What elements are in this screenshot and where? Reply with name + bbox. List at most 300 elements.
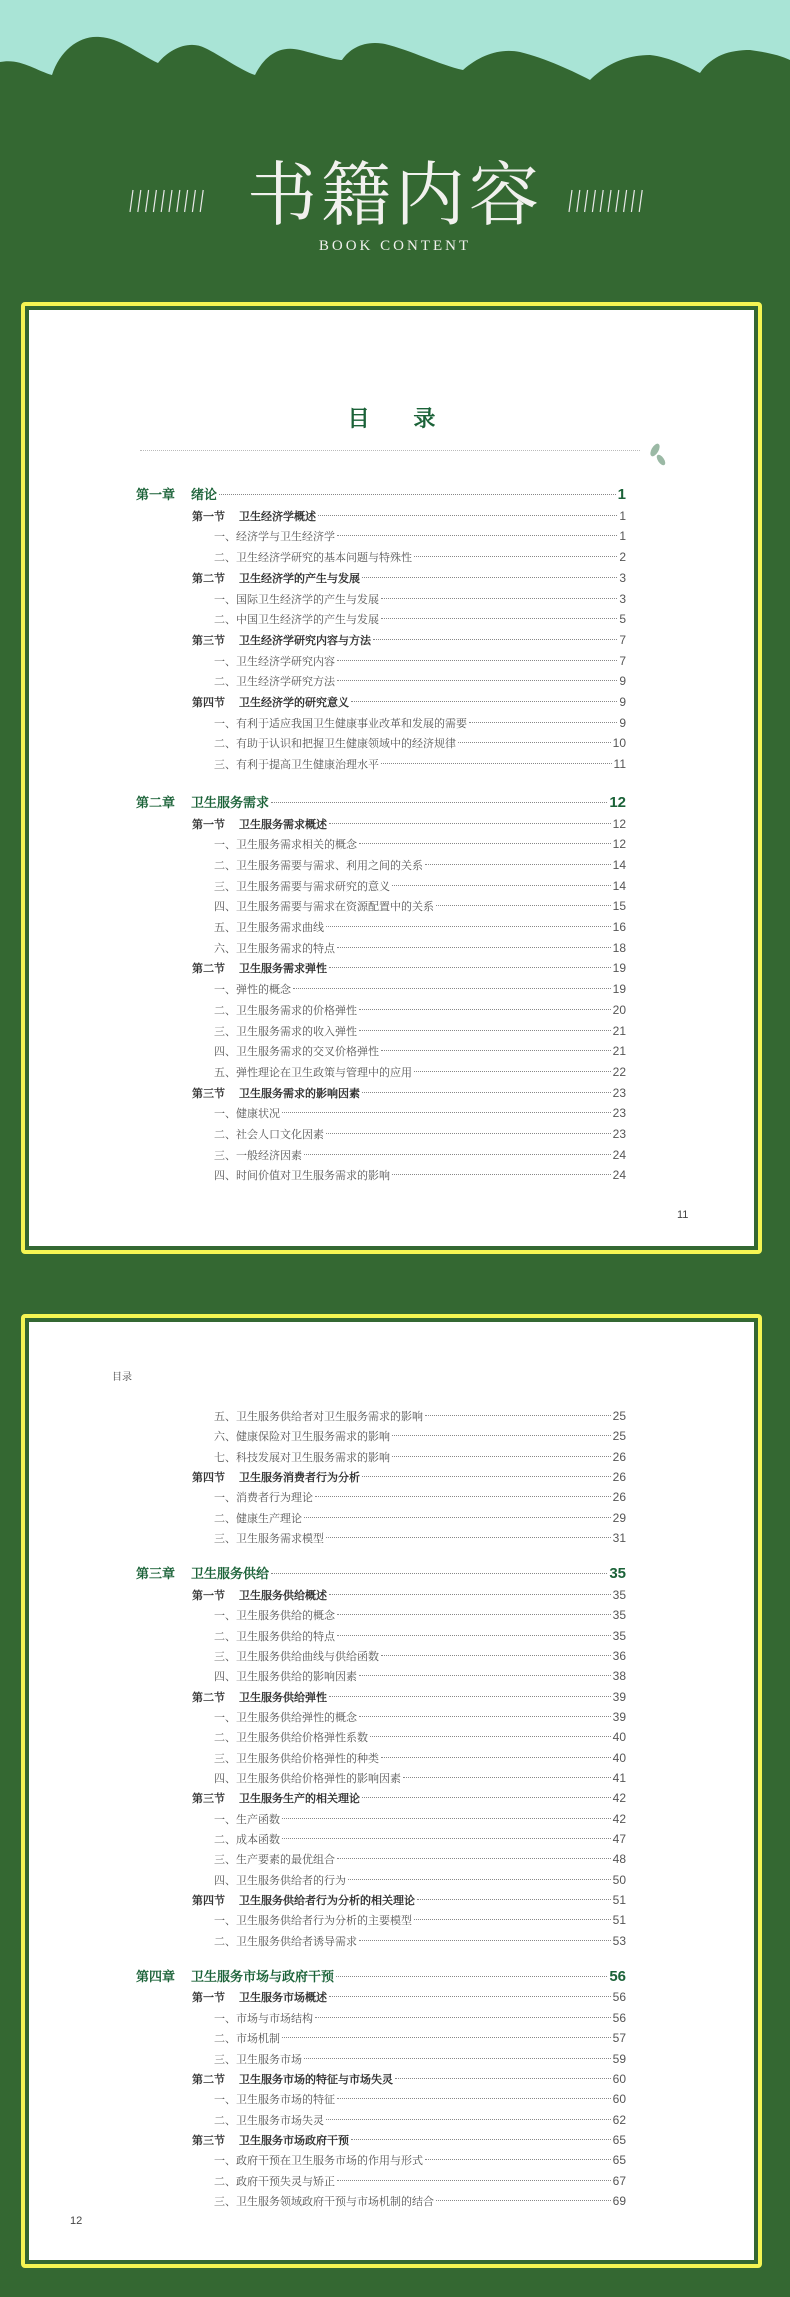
toc-heading: 目 录: [347, 407, 454, 432]
section-page: 35: [612, 1587, 626, 1602]
item-page: 35: [612, 1628, 626, 1643]
item-page: 65: [612, 2153, 626, 2168]
toc-item-row[interactable]: [214, 1528, 626, 1548]
dot-leader: [373, 639, 617, 640]
hatch-decoration-left: [126, 188, 210, 224]
dot-leader: [425, 2159, 611, 2160]
section-page: 65: [612, 2132, 626, 2147]
hatch-stroke: [608, 190, 611, 212]
section-title: 卫生服务供给者行为分析的相关理论: [239, 1894, 415, 1908]
section-page: 12: [612, 816, 626, 831]
item-page: 22: [612, 1064, 626, 1079]
toc-item-row[interactable]: [214, 1041, 626, 1061]
dot-leader: [337, 2180, 611, 2181]
item-page: 3: [619, 591, 626, 606]
dot-leader: [436, 905, 611, 906]
toc-item-row[interactable]: [214, 547, 626, 567]
section-page: 26: [612, 1470, 626, 1485]
item-page: 15: [612, 899, 626, 914]
item-page: 24: [612, 1168, 626, 1183]
toc-item-row[interactable]: [214, 733, 626, 753]
dot-leader: [392, 1174, 611, 1175]
hatch-stroke: [169, 190, 172, 212]
dot-leader: [326, 1133, 611, 1134]
item-title: 三、卫生服务需要与需求研究的意义: [214, 879, 390, 893]
toc-item-row[interactable]: [214, 917, 626, 937]
dot-leader: [337, 660, 617, 661]
chapter-label: 第四章: [136, 1970, 176, 1986]
running-head: 目录: [112, 1372, 132, 1383]
toc-section-row[interactable]: [192, 568, 626, 588]
section-title: 卫生经济学研究内容与方法: [239, 633, 371, 647]
toc-item-row[interactable]: [214, 1605, 626, 1625]
toc-section-row[interactable]: [192, 2130, 626, 2150]
toc-item-row[interactable]: [214, 2150, 626, 2170]
section-label: 第二节: [192, 1690, 225, 1704]
item-title: 一、国际卫生经济学的产生与发展: [214, 592, 379, 606]
dot-leader: [326, 1537, 611, 1538]
dot-leader: [304, 2058, 611, 2059]
item-title: 五、弹性理论在卫生政策与管理中的应用: [214, 1065, 412, 1079]
toc-item-row[interactable]: [214, 1021, 626, 1041]
toc-item-row[interactable]: [214, 1809, 626, 1829]
dot-leader: [351, 701, 617, 702]
dot-leader: [282, 1818, 611, 1819]
toc-item-row[interactable]: [214, 896, 626, 916]
section-title: 卫生服务供给概述: [239, 1588, 327, 1602]
dot-leader: [336, 1976, 607, 1977]
toc-item-row[interactable]: [214, 1707, 626, 1727]
item-title: 二、成本函数: [214, 1833, 280, 1846]
section-page: 7: [619, 632, 626, 647]
dot-leader: [414, 1071, 611, 1072]
toc-item-row[interactable]: [214, 1849, 626, 1869]
dot-leader: [219, 494, 616, 495]
dot-leader: [370, 1736, 611, 1737]
toc-section-row[interactable]: [192, 692, 626, 712]
item-page: 7: [619, 653, 626, 668]
toc-section-row[interactable]: [192, 814, 626, 834]
item-title: 三、卫生服务领域政府干预与市场机制的结合: [214, 2194, 434, 2208]
toc-section-row[interactable]: [192, 958, 626, 978]
item-page: 29: [612, 1510, 626, 1525]
item-page: 67: [612, 2173, 626, 2188]
item-page: 1: [619, 529, 626, 544]
item-title: 二、卫生服务供给者诱导需求: [214, 1934, 357, 1948]
item-page: 69: [612, 2193, 626, 2208]
item-page: 38: [612, 1669, 626, 1684]
dot-leader: [315, 1496, 611, 1497]
item-title: 二、卫生经济学研究的基本问题与特殊性: [214, 551, 412, 565]
item-title: 一、卫生经济学研究内容: [214, 654, 335, 668]
dot-leader: [329, 967, 611, 968]
toc-section-row[interactable]: [192, 1083, 626, 1103]
toc-item-row[interactable]: [214, 2008, 626, 2028]
toc-section-row[interactable]: [192, 1788, 626, 1808]
item-page: 14: [612, 878, 626, 893]
section-label: 第四节: [192, 696, 225, 709]
hatch-stroke: [585, 190, 588, 212]
toc-section-row[interactable]: [192, 1585, 626, 1605]
item-page: 5: [619, 612, 626, 627]
item-page: 18: [612, 940, 626, 955]
toc-item-row[interactable]: [214, 1646, 626, 1666]
dot-leader: [351, 2139, 611, 2140]
page-title: 书籍内容: [247, 154, 543, 236]
section-page: 23: [612, 1085, 626, 1100]
section-title: 卫生服务市场政府干预: [239, 2133, 349, 2147]
item-page: 50: [612, 1872, 626, 1887]
item-page: 51: [612, 1913, 626, 1928]
chapter-label: 第三章: [136, 1567, 176, 1583]
section-title: 卫生服务需求弹性: [239, 962, 327, 976]
hatch-stroke: [631, 190, 634, 212]
toc-item-row[interactable]: [214, 1165, 626, 1185]
section-title: 卫生经济学的产生与发展: [239, 571, 360, 585]
toc-item-row[interactable]: [214, 1426, 626, 1446]
dot-leader: [337, 1614, 611, 1615]
chapter-title: 绪论: [191, 488, 218, 503]
item-page: 12: [612, 837, 626, 852]
hatch-stroke: [146, 190, 149, 212]
dot-leader: [392, 1456, 611, 1457]
hatch-stroke: [624, 190, 627, 212]
section-page: 56: [612, 1990, 626, 2005]
dot-leader: [414, 1919, 611, 1920]
dot-leader: [329, 1996, 611, 1997]
item-page: 36: [612, 1648, 626, 1663]
chapter-title: 卫生服务供给: [191, 1567, 270, 1583]
section-label: 第三节: [192, 1086, 225, 1100]
section-label: 第一节: [192, 1991, 225, 2005]
section-title: 卫生服务市场概述: [239, 1991, 327, 2005]
toc-item-row[interactable]: [214, 1145, 626, 1165]
section-title: 卫生经济学的研究意义: [239, 696, 349, 709]
dot-leader: [282, 1838, 611, 1839]
dot-leader: [337, 947, 611, 948]
item-title: 三、一般经济因素: [214, 1148, 302, 1162]
dot-leader: [414, 556, 617, 557]
section-label: 第二节: [192, 571, 225, 585]
item-page: 26: [612, 1490, 626, 1505]
item-title: 三、卫生服务需求模型: [214, 1532, 324, 1546]
toc-item-row[interactable]: [214, 526, 626, 546]
page-number: 12: [70, 2215, 83, 2227]
section-page: 1: [619, 508, 626, 523]
item-title: 一、健康状况: [214, 1107, 280, 1121]
section-title: 卫生经济学概述: [239, 509, 316, 523]
item-title: 二、市场机制: [214, 2032, 280, 2046]
item-title: 五、卫生服务需求曲线: [214, 921, 324, 934]
item-page: 16: [612, 920, 626, 934]
section-page: 60: [612, 2071, 626, 2086]
dot-leader: [362, 1797, 611, 1798]
toc-page-1: [21, 302, 762, 1254]
hatch-stroke: [639, 190, 642, 212]
item-page: 23: [612, 1127, 626, 1141]
section-page: 39: [612, 1689, 626, 1704]
item-title: 一、卫生服务需求相关的概念: [214, 838, 357, 852]
toc-item-row[interactable]: [214, 938, 626, 958]
toc-section-row[interactable]: [192, 630, 626, 650]
dot-leader: [403, 1777, 611, 1778]
dot-leader: [381, 1050, 611, 1051]
item-page: 62: [612, 2112, 626, 2127]
dot-leader: [359, 1940, 611, 1941]
toc-item-row[interactable]: [214, 2028, 626, 2048]
section-title: 卫生服务需求概述: [239, 817, 327, 831]
hatch-stroke: [569, 190, 572, 212]
toc-item-row[interactable]: [214, 1829, 626, 1849]
dot-leader: [362, 1092, 611, 1093]
item-title: 一、有利于适应我国卫生健康事业改革和发展的需要: [214, 716, 467, 730]
hatch-stroke: [192, 190, 195, 212]
toc-item-row[interactable]: [214, 1626, 626, 1646]
item-page: 2: [619, 550, 626, 565]
dot-leader: [392, 1435, 611, 1436]
dot-leader: [282, 2037, 611, 2038]
item-title: 三、卫生服务需求的收入弹性: [214, 1024, 357, 1038]
toc-item-row[interactable]: [214, 1062, 626, 1082]
item-title: 二、卫生服务需要与需求、利用之间的关系: [214, 858, 423, 872]
dot-leader: [359, 1675, 611, 1676]
item-title: 一、卫生服务市场的特征: [214, 2093, 335, 2107]
item-page: 40: [612, 1750, 626, 1765]
item-page: 56: [612, 2010, 626, 2025]
section-title: 卫生服务生产的相关理论: [239, 1792, 360, 1806]
toc-item-row[interactable]: [214, 713, 626, 733]
toc-item-row[interactable]: [214, 2110, 626, 2130]
toc-item-row[interactable]: [214, 2191, 626, 2211]
page-subtitle: BOOK CONTENT: [318, 238, 472, 254]
item-page: 9: [619, 715, 626, 730]
toc-section-row[interactable]: [192, 506, 626, 526]
toc-section-row[interactable]: [192, 2069, 626, 2089]
chapter-label: 第一章: [136, 488, 176, 503]
item-page: 57: [612, 2031, 626, 2046]
item-page: 41: [612, 1770, 626, 1785]
item-title: 二、卫生服务供给的特点: [214, 1629, 335, 1643]
toc-item-row[interactable]: [214, 834, 626, 854]
toc-item-row[interactable]: [214, 2089, 626, 2109]
toc-section-row[interactable]: [192, 1687, 626, 1707]
toc-item-row[interactable]: [214, 651, 626, 671]
toc-chapter-row[interactable]: [136, 1564, 626, 1584]
section-page: 19: [612, 961, 626, 976]
toc-item-row[interactable]: [214, 1931, 626, 1951]
toc-item-row[interactable]: [214, 1768, 626, 1788]
hatch-stroke: [177, 190, 180, 212]
toc-chapter-row[interactable]: [136, 793, 626, 813]
hatch-stroke: [153, 190, 156, 212]
toc-item-row[interactable]: [214, 1508, 626, 1528]
item-title: 二、卫生服务市场失灵: [214, 2113, 324, 2127]
section-title: 卫生服务消费者行为分析: [239, 1471, 360, 1485]
hills-banner: [0, 0, 790, 120]
item-page: 47: [612, 1832, 626, 1846]
item-page: 40: [612, 1730, 626, 1745]
hatch-stroke: [600, 190, 603, 212]
hatch-decoration-right: [565, 188, 649, 224]
item-page: 24: [612, 1147, 626, 1162]
hatch-stroke: [616, 190, 619, 212]
item-page: 14: [612, 857, 626, 872]
toc-item-row[interactable]: [214, 754, 626, 774]
item-title: 一、消费者行为理论: [214, 1491, 313, 1505]
item-page: 35: [612, 1608, 626, 1623]
dot-leader: [425, 864, 611, 865]
dot-leader: [282, 1112, 611, 1113]
item-title: 二、卫生服务需求的价格弹性: [214, 1003, 357, 1017]
toc-section-row[interactable]: [192, 1890, 626, 1910]
toc-item-row[interactable]: [214, 2171, 626, 2191]
section-label: 第四节: [192, 1894, 225, 1908]
section-label: 第三节: [192, 2133, 225, 2147]
item-title: 二、社会人口文化因素: [214, 1128, 324, 1141]
item-title: 六、卫生服务需求的特点: [214, 941, 335, 955]
dot-leader: [417, 1899, 611, 1900]
dot-leader: [392, 885, 611, 886]
dot-leader: [359, 1030, 611, 1031]
dot-leader: [337, 535, 617, 536]
heading-divider: [140, 450, 640, 451]
dot-leader: [318, 515, 617, 516]
dot-leader: [381, 598, 617, 599]
paper-sheet: [29, 310, 754, 1246]
toc-item-row[interactable]: [214, 1103, 626, 1123]
dot-leader: [359, 1009, 611, 1010]
section-title: 卫生服务供给弹性: [239, 1690, 327, 1704]
item-title: 一、生产函数: [214, 1812, 280, 1826]
toc-page-2: [21, 1314, 762, 2268]
section-page: 42: [612, 1791, 626, 1806]
item-title: 二、卫生经济学研究方法: [214, 675, 335, 689]
hatch-stroke: [200, 190, 203, 212]
toc-item-row[interactable]: [214, 589, 626, 609]
toc-item-row[interactable]: [214, 671, 626, 691]
dot-leader: [362, 1476, 611, 1477]
toc-item-row[interactable]: [214, 1666, 626, 1686]
item-page: 19: [612, 982, 626, 997]
toc-item-row[interactable]: [214, 1487, 626, 1507]
toc-item-row[interactable]: [214, 1406, 626, 1426]
dot-leader: [381, 1757, 611, 1758]
dot-leader: [425, 1415, 611, 1416]
item-title: 二、卫生服务供给价格弹性系数: [214, 1731, 368, 1745]
hatch-stroke: [592, 190, 595, 212]
dot-leader: [304, 1517, 611, 1518]
dot-leader: [329, 1696, 611, 1697]
section-label: 第一节: [192, 509, 225, 523]
item-title: 一、卫生服务供给者行为分析的主要模型: [214, 1914, 412, 1928]
toc-item-row[interactable]: [214, 1124, 626, 1144]
dot-leader: [329, 823, 611, 824]
item-title: 三、有利于提高卫生健康治理水平: [214, 758, 379, 772]
dot-leader: [271, 802, 607, 803]
chapter-page: 12: [609, 793, 626, 811]
item-page: 10: [612, 736, 626, 751]
page-number: 11: [677, 1209, 689, 1221]
toc-item-row[interactable]: [214, 855, 626, 875]
dot-leader: [337, 1635, 611, 1636]
section-label: 第三节: [192, 1792, 225, 1806]
item-page: 25: [612, 1409, 626, 1423]
hatch-stroke: [138, 190, 141, 212]
dot-leader: [304, 1154, 611, 1155]
section-title: 卫生服务市场的特征与市场失灵: [239, 2072, 393, 2086]
section-title: 卫生服务需求的影响因素: [239, 1086, 360, 1100]
item-title: 四、卫生服务供给者的行为: [214, 1873, 346, 1887]
hatch-stroke: [185, 190, 188, 212]
dot-leader: [293, 988, 611, 989]
toc-section-row[interactable]: [192, 1467, 626, 1487]
dot-leader: [271, 1573, 607, 1574]
dot-leader: [362, 577, 617, 578]
item-page: 53: [612, 1933, 626, 1948]
toc-item-row[interactable]: [214, 1727, 626, 1747]
dot-leader: [348, 1879, 611, 1880]
toc-item-row[interactable]: [214, 876, 626, 896]
hatch-stroke: [161, 190, 164, 212]
chapter-label: 第二章: [136, 795, 176, 811]
item-page: 31: [612, 1531, 626, 1546]
toc-item-row[interactable]: [214, 1870, 626, 1890]
dot-leader: [326, 926, 611, 927]
item-title: 三、卫生服务供给曲线与供给函数: [214, 1649, 379, 1663]
toc-section-row[interactable]: [192, 1987, 626, 2007]
toc-item-row[interactable]: [214, 979, 626, 999]
item-page: 26: [612, 1449, 626, 1464]
chapter-page: 35: [609, 1565, 626, 1583]
section-page: 3: [619, 570, 626, 585]
dot-leader: [315, 2017, 611, 2018]
section-page: 51: [612, 1893, 626, 1908]
section-label: 第一节: [192, 1588, 225, 1602]
item-page: 11: [613, 757, 626, 772]
item-page: 21: [612, 1023, 626, 1038]
item-page: 21: [612, 1044, 626, 1059]
item-title: 一、政府干预在卫生服务市场的作用与形式: [214, 2154, 423, 2168]
toc-chapter-row[interactable]: [136, 1967, 626, 1987]
item-title: 一、卫生服务供给弹性的概念: [214, 1710, 357, 1724]
item-title: 七、科技发展对卫生服务需求的影响: [214, 1450, 390, 1464]
item-title: 五、卫生服务供给者对卫生服务需求的影响: [214, 1410, 423, 1423]
chapter-title: 卫生服务需求: [191, 795, 270, 811]
item-page: 60: [612, 2092, 626, 2107]
item-title: 二、有助于认识和把握卫生健康领域中的经济规律: [214, 737, 456, 751]
item-title: 三、卫生服务供给价格弹性的种类: [214, 1751, 379, 1765]
dot-leader: [436, 2200, 611, 2201]
dot-leader: [326, 2119, 611, 2120]
section-label: 第一节: [192, 817, 225, 831]
toc-item-row[interactable]: [214, 1910, 626, 1930]
item-page: 39: [612, 1709, 626, 1724]
toc-chapter-row[interactable]: [136, 485, 626, 505]
dot-leader: [359, 843, 611, 844]
chapter-page: 1: [617, 486, 626, 503]
item-title: 一、弹性的概念: [214, 983, 291, 997]
toc-item-row[interactable]: [214, 1748, 626, 1768]
toc-item-row[interactable]: [214, 2049, 626, 2069]
item-title: 六、健康保险对卫生服务需求的影响: [214, 1430, 390, 1444]
section-label: 第三节: [192, 633, 225, 647]
toc-item-row[interactable]: [214, 609, 626, 629]
dot-leader: [337, 2098, 611, 2099]
hatch-stroke: [577, 190, 580, 212]
toc-item-row[interactable]: [214, 1000, 626, 1020]
toc-item-row[interactable]: [214, 1447, 626, 1467]
chapter-page: 56: [609, 1968, 626, 1986]
